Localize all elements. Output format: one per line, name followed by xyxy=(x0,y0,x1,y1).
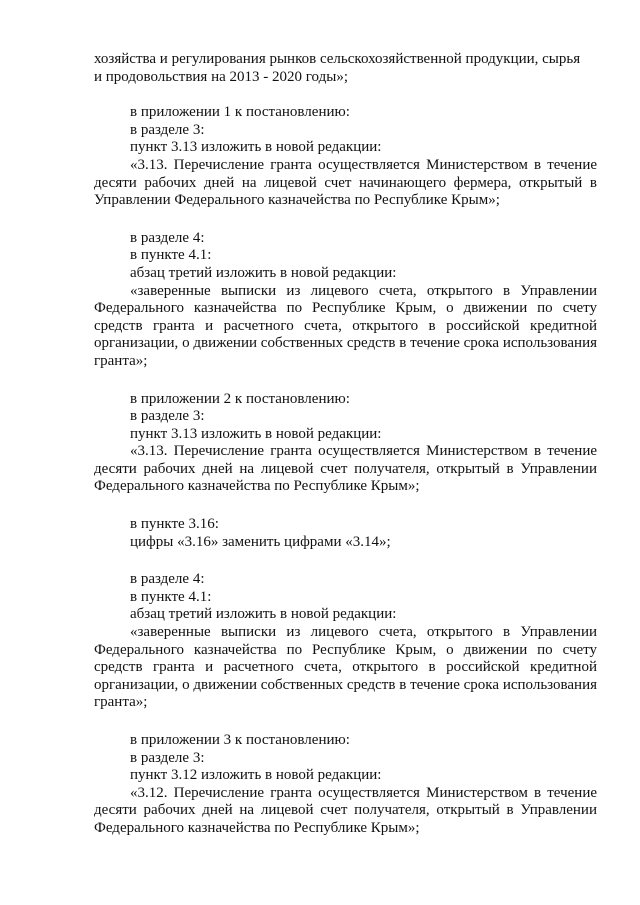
appendix-2-digits-replace: цифры «3.16» заменить цифрами «3.14»; xyxy=(130,533,391,550)
appendix-1-section-3 xyxy=(94,104,597,210)
appendix-1-heading: в приложении 1 к постановлению: xyxy=(130,104,350,121)
intro-line-1: хозяйства и регулирования рынков сельскохозяйственной продукции, сырья xyxy=(94,51,581,67)
appendix-1-abzac-text: «заверенные выписки из лицевого счета, открытого в Управлении Федерального казначейства по Республике Крым, о движении по счету средств гранта и расчетного счета, открытого в российской кредитной организации, о движении собственных средств в течение срока использования гранта»; xyxy=(94,282,597,369)
appendix-3-section-3-label: в разделе 3: xyxy=(130,749,205,766)
appendix-2-section-3 xyxy=(94,391,597,497)
appendix-2-abzac-text: «заверенные выписки из лицевого счета, открытого в Управлении Федерального казначейства по Республике Крым, о движении по счету средств гранта и расчетного счета, открытого в российской кредитной организации, о движении собственных средств в течение срока использования гранта»; xyxy=(94,624,597,711)
appendix-2-section-3-label: в разделе 3: xyxy=(130,408,205,425)
appendix-3-section-3 xyxy=(94,732,597,838)
appendix-2-item-3-16 xyxy=(94,516,597,551)
intro-paragraph xyxy=(94,51,597,86)
appendix-1-section-4 xyxy=(94,230,597,371)
appendix-1-abzac-label: абзац третий изложить в новой редакции: xyxy=(130,264,397,281)
appendix-2-section-4 xyxy=(94,571,597,712)
appendix-2-heading: в приложении 2 к постановлению: xyxy=(130,390,350,407)
appendix-1-section-4-label: в разделе 4: xyxy=(130,229,205,246)
document-page xyxy=(94,51,597,858)
appendix-1-item-label: пункт 3.13 изложить в новой редакции: xyxy=(130,139,382,156)
appendix-3-heading: в приложении 3 к постановлению: xyxy=(130,732,350,748)
appendix-2-section-4-label: в разделе 4: xyxy=(130,571,205,588)
appendix-3-item-text: «3.12. Перечисление гранта осуществляется Министерством в течение десяти рабочих дней на лицевой счет получателя, открытый в Управлении Федерального казначейства по Республике Крым»; xyxy=(94,784,597,836)
appendix-1-item-4-1-label: в пункте 4.1: xyxy=(130,247,212,264)
appendix-2-item-label: пункт 3.13 изложить в новой редакции: xyxy=(130,425,382,442)
appendix-1-item-text: «3.13. Перечисление гранта осуществляется Министерством в течение десяти рабочих дней на лицевой счет начинающего фермера, открытый в Управлении Федерального казначейства по Республике Крым»; xyxy=(94,156,597,209)
appendix-2-item-4-1-label: в пункте 4.1: xyxy=(130,588,212,605)
appendix-1-section-3-label: в разделе 3: xyxy=(130,121,205,138)
appendix-2-item-text: «3.13. Перечисление гранта осуществляется Министерством в течение десяти рабочих дней на лицевой счет получателя, открытый в Управлении Федерального казначейства по Республике Крым»; xyxy=(94,443,597,495)
appendix-2-item-3-16-label: в пункте 3.16: xyxy=(130,516,219,533)
intro-line-2: и продовольствия на 2013 - 2020 годы»; xyxy=(94,68,348,85)
appendix-3-item-label: пункт 3.12 изложить в новой редакции: xyxy=(130,767,382,784)
appendix-2-abzac-label: абзац третий изложить в новой редакции: xyxy=(130,606,397,623)
